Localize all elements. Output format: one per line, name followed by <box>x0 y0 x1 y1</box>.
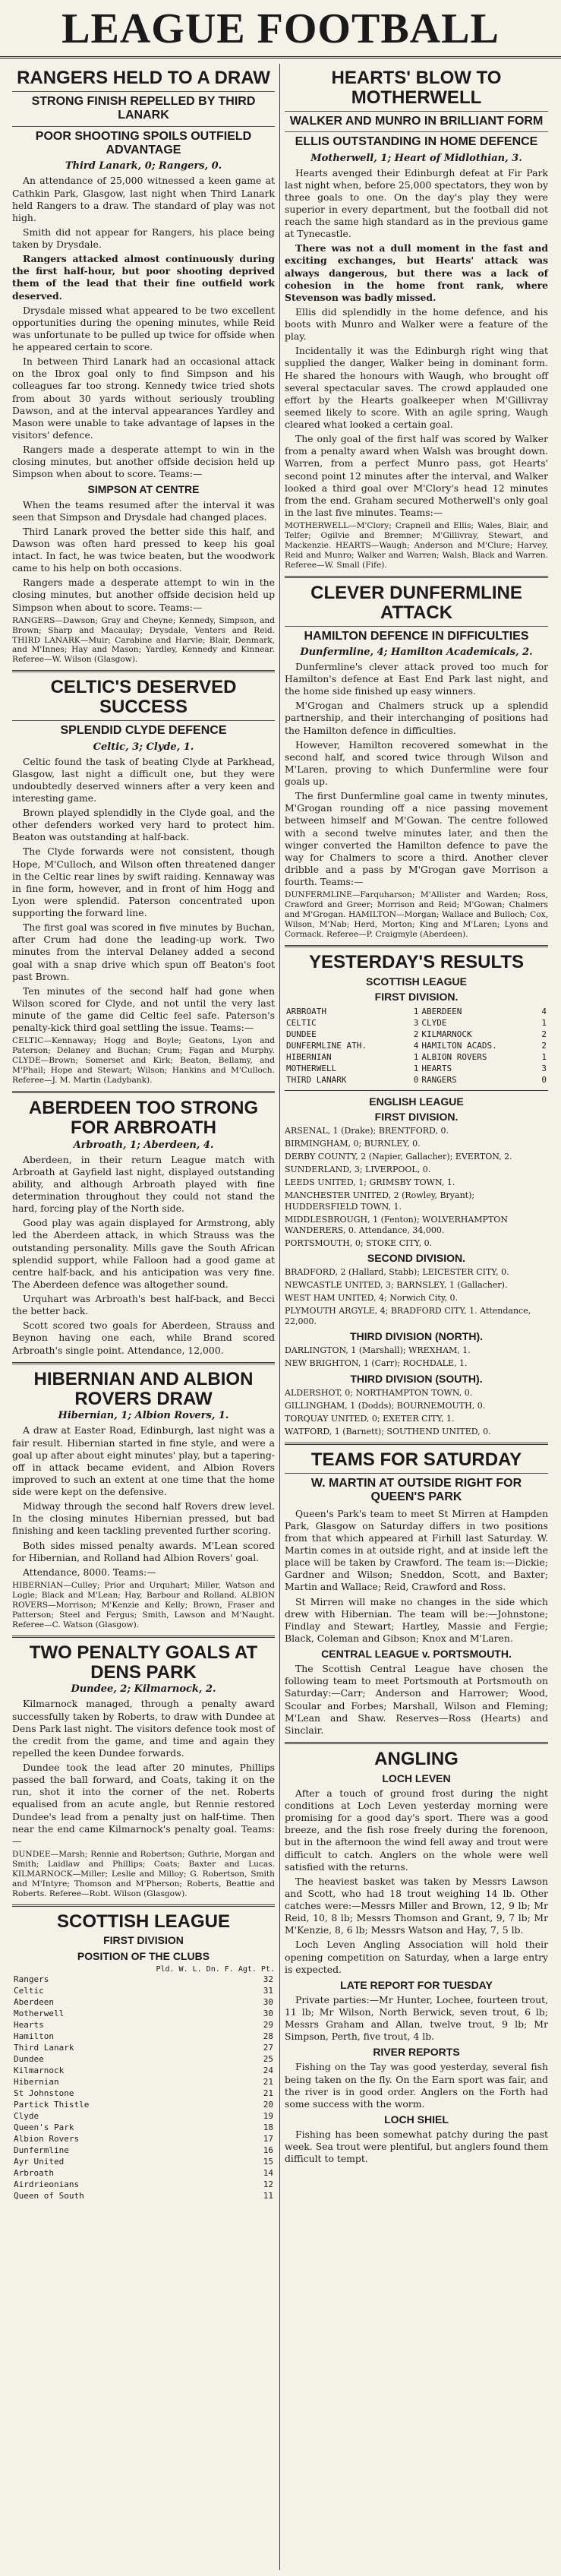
home-team: DUNFERMLINE ATH. <box>286 1040 367 1051</box>
article-paragraph: Loch Leven Angling Association will hold their opening competition on Saturday, when a large entry is expected. <box>285 1939 548 1975</box>
club-name: Hibernian <box>14 2076 59 2087</box>
article-paragraph: There was not a dull moment in the fast and exciting exchanges, but Hearts' attack was always dangerous, but there was a lack of cohesion in the home front rank, where Stevenson was badly missed. <box>285 242 548 303</box>
club-points: 11 <box>263 2190 273 2201</box>
club-name: Motherwell <box>14 2008 65 2018</box>
table-row <box>12 2145 275 2156</box>
club-points: 21 <box>263 2088 273 2098</box>
angling-sub2: LATE REPORT FOR TUESDAY <box>340 1978 493 1991</box>
result-line: WEST HAM UNITED, 4; Norwich City, 0. <box>285 1293 459 1304</box>
team-lineups: HIBERNIAN—Culley; Prior and Urquhart; Miller, Watson and Logie; Black and M'Lean; Hay, Barbour and Rolland. ALBION ROVERS—Morrison; M'Kenzie and Kelly; Brown, Fraser and Patterson; Steel and Fergus; Smith, Lawson and M'Naught. Referee—C. Watson (Glasgow). <box>12 1580 275 1629</box>
hibs-result: Hibernian, 1; Albion Rovers, 1. <box>58 1410 229 1422</box>
club-points: 17 <box>263 2133 273 2144</box>
table-row <box>12 2065 275 2076</box>
hearts-result: Motherwell, 1; Heart of Midlothian, 3. <box>310 152 522 164</box>
club-name: Dunfermline <box>14 2145 69 2155</box>
club-points: 21 <box>263 2076 273 2087</box>
away-team: HAMILTON ACADS. <box>421 1040 497 1051</box>
article-paragraph: Brown played splendidly in the Clyde goal, and the other defenders worked very hard to protect him. Beaton was outstanding at half-back. <box>12 807 275 843</box>
english-results-div1 <box>285 1126 548 1249</box>
divider <box>12 1091 275 1093</box>
club-name: Aberdeen <box>14 1996 54 2007</box>
home-score: 1 <box>413 1063 419 1073</box>
club-points: 29 <box>263 2019 273 2030</box>
table-row <box>12 2122 275 2133</box>
away-team: ABERDEEN <box>421 1006 462 1016</box>
hearts-headline: HEARTS' BLOW TO MOTHERWELL <box>331 68 502 108</box>
angling-sub3: RIVER REPORTS <box>373 2046 460 2059</box>
result-line: PLYMOUTH ARGYLE, 4; BRADFORD CITY, 1. Attendance, 22,000. <box>285 1306 531 1327</box>
dunfermline-deck: HAMILTON DEFENCE IN DIFFICULTIES <box>285 626 548 643</box>
table-row <box>12 2076 275 2088</box>
rangers-deck-1: STRONG FINISH REPELLED BY THIRD LANARK <box>12 91 275 123</box>
away-score: 2 <box>541 1029 547 1039</box>
result-line: NEW BRIGHTON, 1 (Carr); ROCHDALE, 1. <box>285 1358 468 1369</box>
divider <box>285 1090 548 1091</box>
article-paragraph: However, Hamilton recovered somewhat in the second half, and scored twice through Wilson and M'Laren, proving to which Dunfermline were four goals up. <box>285 738 548 788</box>
club-name: Kilmarnock <box>14 2065 65 2075</box>
celtic-deck: SPLENDID CLYDE DEFENCE <box>12 720 275 738</box>
table-row <box>12 2179 275 2190</box>
table-row <box>12 2042 275 2053</box>
results-sl-title: SCOTTISH LEAGUE <box>365 975 467 988</box>
result-line: DARLINGTON, 1 (Marshall); WREXHAM, 1. <box>285 1345 471 1356</box>
home-team: ARBROATH <box>286 1006 326 1016</box>
club-name: Arbroath <box>14 2167 54 2178</box>
article-paragraph: Both sides missed penalty awards. M'Lean scored for Hibernian, and Rolland had Albion Rovers' goal. <box>12 1539 275 1563</box>
dundee-headline: TWO PENALTY GOALS AT DENS PARK <box>29 1642 258 1683</box>
club-name: Ayr United <box>14 2156 65 2167</box>
home-team: THIRD LANARK <box>286 1074 347 1085</box>
dundee-result: Dundee, 2; Kilmarnock, 2. <box>71 1683 216 1696</box>
table-row <box>12 2019 275 2031</box>
article-paragraph: The Clyde forwards were not consistent, though Hope, M'Culloch, and Wilson often threatened danger in the Celtic rear lines by swift raiding. Kennaway was in fine form, however, and in front of him Hogg and Lyon were splendid. Paterson concentrated upon supporting the forward line. <box>12 845 275 918</box>
club-name: Queen of South <box>14 2190 84 2201</box>
divider <box>285 1443 548 1445</box>
article-paragraph: Fishing on the Tay was good yesterday, several fish being taken on the fly. On the Earn sport was fair, and the river is in good order. Anglers on the Forth had some success with the worm. <box>285 2061 548 2110</box>
home-score: 1 <box>413 1006 419 1016</box>
rangers-subhead: SIMPSON AT CENTRE <box>87 483 200 496</box>
table-row <box>285 1051 548 1063</box>
club-points: 28 <box>263 2031 273 2041</box>
club-points: 31 <box>263 1985 273 1996</box>
article-paragraph: M'Grogan and Chalmers struck up a splendid partnership, and their interchanging of positions had the Hamilton defence in difficulties. <box>285 700 548 736</box>
article-paragraph: Scott scored two goals for Aberdeen, Strauss and Beynon having one each, while Brand scored Arbroath's single point. Attendance, 12,000. <box>12 1320 275 1356</box>
club-points: 24 <box>263 2065 273 2075</box>
home-score: 0 <box>413 1074 419 1085</box>
article-paragraph: Hearts avenged their Edinburgh defeat at Fir Park last night when, before 25,000 spectators, they won by three goals to one. On the day's play they were superior in every department, but the football did not reach the same high standard as in the previous game at Tynecastle. <box>285 166 548 240</box>
club-points: 14 <box>263 2167 273 2178</box>
table-row <box>285 1063 548 1074</box>
result-line: SUNDERLAND, 3; LIVERPOOL, 0. <box>285 1165 431 1175</box>
club-name: Partick Thistle <box>14 2099 90 2110</box>
article-paragraph: Dunfermline's clever attack proved too much for Hamilton's defence at East End Park last night, and the home side finished up easy winners. <box>285 660 548 697</box>
aberdeen-headline: ABERDEEN TOO STRONG FOR ARBROATH <box>28 1097 259 1138</box>
table-row <box>12 2110 275 2122</box>
article-paragraph: Private parties:—Mr Hunter, Lochee, fourteen trout, 11 lb; Mr Wilson, North Berwick, seven trout, 6 lb; Messrs Graham and Allan, twelve trout, 9 lb; Mr Simpson, Perth, five trout, 4 lb. <box>285 1993 548 2043</box>
table-row <box>12 1985 275 1996</box>
club-name: Airdrieonians <box>14 2179 80 2189</box>
article-paragraph: Aberdeen, in their return League match with Arbroath at Gayfield last night, displayed outstanding ability, and although Arbroath played with fine determination throughout they could not stand the hard, forcing play of the North side. <box>12 1153 275 1215</box>
article-paragraph: In between Third Lanark had an occasional attack on the Ibrox goal only to find Simpson and his colleagues far too strong. Kennedy twice tried shots from about 30 yards without seriously troubling Dawson, and at the interval appearances Yardley and Mason were unable to take advantage of lapses in the visitors' defence. <box>12 356 275 441</box>
article-paragraph: The first goal was scored in five minutes by Buchan, after Crum had done the leading-up work. Two minutes from the interval Delaney added a second goal with a snap drive which spun off Beaton's foot past Brown. <box>12 921 275 982</box>
away-team: HEARTS <box>421 1063 452 1073</box>
divider <box>285 576 548 578</box>
hearts-deck-2: ELLIS OUTSTANDING IN HOME DEFENCE <box>285 131 548 149</box>
league-table <box>12 1974 275 2201</box>
away-score: 4 <box>541 1006 547 1016</box>
club-points: 32 <box>263 1974 273 1984</box>
club-name: Hamilton <box>14 2031 54 2041</box>
divider <box>12 1362 275 1364</box>
article-paragraph: Smith did not appear for Rangers, his place being taken by Drysdale. <box>12 226 275 251</box>
results-el-div2: SECOND DIVISION. <box>367 1251 466 1264</box>
home-team: MOTHERWELL <box>286 1063 337 1073</box>
article-paragraph: Queen's Park's team to meet St Mirren at Hampden Park, Glasgow on Saturday differs in two positions from that which appeared at Firhill last Saturday. W. Martin comes in at outside right, and at inside left the place will be taken by Crawford. The team is:—Dickie; Gardner and Wilson; Sneddon, Scott, and Baxter; Martin and Wallace; Reid, Crawford and Ross. <box>285 1507 548 1593</box>
table-row <box>12 2053 275 2065</box>
article-paragraph: Fishing has been somewhat patchy during the past week. Sea trout were plentiful, but anglers found them difficult to tempt. <box>285 2129 548 2165</box>
article-paragraph: Rangers attacked almost continuously during the first half-hour, but poor shooting deprived them of the lead that their fine outfield work deserved. <box>12 253 275 302</box>
result-line: MIDDLESBROUGH, 1 (Fenton); WOLVERHAMPTON WANDERERS, 0. Attendance, 34,000. <box>285 1214 508 1235</box>
table-row <box>12 2031 275 2042</box>
masthead: LEAGUE FOOTBALL <box>0 0 561 58</box>
divider <box>285 1742 548 1744</box>
aberdeen-result: Arbroath, 1; Aberdeen, 4. <box>73 1139 214 1151</box>
divider <box>12 1636 275 1638</box>
hibs-headline: HIBERNIAN AND ALBION ROVERS DRAW <box>33 1368 254 1409</box>
article-paragraph: Ten minutes of the second half had gone when Wilson scored for Clyde, and not until the very last minute of the game did Celtic feel safe. Paterson's penalty-kick third goal settling the issue. Teams:— <box>12 985 275 1034</box>
table-row <box>285 1074 548 1086</box>
table-row <box>285 1006 548 1017</box>
away-team: RANGERS <box>421 1074 457 1085</box>
home-score: 4 <box>413 1040 419 1051</box>
team-lineups: DUNDEE—Marsh; Rennie and Robertson; Guthrie, Morgan and Smith; Laidlaw and Phillips; Coats; Baxter and Lucas. KILMARNOCK—Miller; Leslie and Milloy; G. Robertson, Smith and M'Intyre; Thomson and M'Pherson; Roberts, Beattie and Roberts. Referee—Robt. Wilson (Glasgow). <box>12 1849 275 1898</box>
rangers-result: Third Lanark, 0; Rangers, 0. <box>65 160 222 172</box>
table-row <box>12 2133 275 2145</box>
club-points: 30 <box>263 2008 273 2018</box>
dunfermline-headline: CLEVER DUNFERMLINE ATTACK <box>310 582 522 623</box>
result-line: PORTSMOUTH, 0; STOKE CITY, 0. <box>285 1237 433 1248</box>
article-paragraph: Drysdale missed what appeared to be two excellent opportunities during the opening minutes, while Reid was unfortunate to be pulled up twice for offside when he appeared certain to score. <box>12 304 275 353</box>
result-line: BIRMINGHAM, 0; BURNLEY, 0. <box>285 1139 421 1149</box>
article-paragraph: St Mirren will make no changes in the side which drew with Hibernian. The team will be:—Johnstone; Findlay and Stewart; Hartley, Massie and Fergie; Black, Coleman and Gibson; Knox and M'Laren. <box>285 1595 548 1644</box>
club-points: 12 <box>263 2179 273 2189</box>
article-paragraph: The Scottish Central League have chosen the following team to meet Portsmouth at Portsmouth on Saturday:—Carr; Anderson and Harrower; Wood, Scoular and Forbes; Marshall, Wilson and Fleming; M'Lean and Shaw. Reserves—Ross (Hearts) and Sinclair. <box>285 1663 548 1736</box>
results-sl-division: FIRST DIVISION. <box>374 990 459 1003</box>
article-paragraph: Celtic found the task of beating Clyde at Parkhead, Glasgow, last night a difficult one, but they were undoubtedly deserved winners after a very keen and interesting game. <box>12 755 275 804</box>
article-paragraph: Kilmarnock managed, through a penalty award successfully taken by Roberts, to draw with Dundee at Dens Park last night. The visitors defence took most of the credit from the game, and time and again they repelled the keen Dundee forwards. <box>12 1698 275 1759</box>
league-table-division: FIRST DIVISION <box>103 1934 184 1947</box>
angling-sub4: LOCH SHIEL <box>384 2113 449 2126</box>
club-points: 19 <box>263 2110 273 2121</box>
club-points: 20 <box>263 2099 273 2110</box>
left-column <box>8 64 280 2570</box>
away-score: 1 <box>541 1017 547 1028</box>
english-results-div3 <box>285 1345 548 1369</box>
teams-headline: TEAMS FOR SATURDAY <box>310 1449 522 1470</box>
angling-sub: LOCH LEVEN <box>382 1772 451 1784</box>
divider <box>285 945 548 947</box>
columns <box>8 64 553 2570</box>
team-lineups: RANGERS—Dawson; Gray and Cheyne; Kennedy, Simpson, and Brown; Sharp and Macaulay; Drysdale, Venters and Reid. THIRD LANARK—Muir; Carabine and Harvie; Blair, Denmark, and M'Innes; Hay and Mason; Yardley, Kennedy and Kinnear. Referee—W. Wilson (Glasgow). <box>12 615 275 665</box>
article-paragraph: The only goal of the first half was scored by Walker from a penalty award when Walsh was brought down. Warren, from a perfect Munro pass, got Hearts' second point 12 minutes after the interval, and Walker looked a third goal over M'Clory's head 12 minutes from the end. Graham secured Motherwell's only goal in the last five minutes. Teams:— <box>285 433 548 518</box>
team-lineups: MOTHERWELL—M'Clory; Crapnell and Ellis; Wales, Blair, and Telfer; Ogilvie and Bremner; M'Gillivray, Stewart, and Mackenzie. HEARTS—Waugh; Anderson and M'Clure; Harvey, Reid and Munro; Walker and Warren; Walsh, Black and Warren. Referee—W. Small (Fife). <box>285 521 548 570</box>
table-row <box>12 1974 275 1985</box>
club-name: Celtic <box>14 1985 44 1996</box>
rangers-headline: RANGERS HELD TO A DRAW <box>17 68 270 88</box>
english-results-div2 <box>285 1267 548 1327</box>
club-name: St Johnstone <box>14 2088 74 2098</box>
club-name: Clyde <box>14 2110 39 2121</box>
result-line: ALDERSHOT, 0; NORTHAMPTON TOWN, 0. <box>285 1387 473 1398</box>
article-paragraph: An attendance of 25,000 witnessed a keen game at Cathkin Park, Glasgow, last night when Third Lanark held Rangers to a draw. The standard of play was not high. <box>12 175 275 223</box>
celtic-result: Celtic, 3; Clyde, 1. <box>93 741 194 753</box>
article-paragraph: Rangers made a desperate attempt to win in the closing minutes, but another offside decision held up Simpson when about to score. Teams:— <box>12 577 275 613</box>
result-line: GILLINGHAM, 1 (Dodds); BOURNEMOUTH, 0. <box>285 1400 486 1411</box>
article-paragraph: Ellis did splendidly in the home defence, and his boots with Munro and Walker were a feature of the play. <box>285 305 548 343</box>
home-score: 3 <box>413 1017 419 1028</box>
article-paragraph: Urquhart was Arbroath's best half-back, and Becci the better back. <box>12 1293 275 1317</box>
club-points: 16 <box>263 2145 273 2155</box>
away-team: ALBION ROVERS <box>421 1051 487 1062</box>
club-points: 18 <box>263 2122 273 2132</box>
away-team: KILMARNOCK <box>421 1029 472 1039</box>
club-name: Third Lanark <box>14 2042 74 2053</box>
home-team: DUNDEE <box>286 1029 317 1039</box>
article-paragraph: Rangers made a desperate attempt to win in the closing minutes, but another offside decision held up Simpson when about to score. Teams:— <box>12 444 275 480</box>
club-name: Queen's Park <box>14 2122 74 2132</box>
table-row <box>285 1040 548 1051</box>
table-row <box>285 1029 548 1040</box>
table-row <box>12 2088 275 2099</box>
results-el-div1: FIRST DIVISION. <box>374 1110 459 1123</box>
article-paragraph: Attendance, 8000. Teams:— <box>23 1566 156 1578</box>
article-paragraph: A draw at Easter Road, Edinburgh, last night was a fair result. Hibernian started in fine style, and were a goal up after about eight minutes' play, but a tapering-off in attack became evident, and Albion Rovers improved to such an extent at one time that the home side were kept on the defensive. <box>12 1424 275 1498</box>
table-row <box>12 2099 275 2110</box>
hearts-deck-1: WALKER AND MUNRO IN BRILLIANT FORM <box>285 111 548 128</box>
result-line: NEWCASTLE UNITED, 3; BARNSLEY, 1 (Gallacher). <box>285 1280 508 1290</box>
english-results-div4 <box>285 1388 548 1437</box>
article-paragraph: When the teams resumed after the interval it was seen that Simpson and Drysdale had changed places. <box>12 498 275 523</box>
home-score: 2 <box>413 1029 419 1039</box>
results-el-title: ENGLISH LEAGUE <box>369 1095 464 1108</box>
club-points: 15 <box>263 2156 273 2167</box>
away-team: CLYDE <box>421 1017 447 1028</box>
club-points: 25 <box>263 2053 273 2064</box>
result-line: TORQUAY UNITED, 0; EXETER CITY, 1. <box>285 1413 455 1424</box>
table-row <box>12 2167 275 2179</box>
table-row <box>12 2190 275 2201</box>
team-lineups: DUNFERMLINE—Farquharson; M'Allister and Warden; Ross, Crawford and Greer; Morrison and Reid; M'Gowan; Chalmers and M'Grogan. HAMILTON—Morgan; Wallace and Bulloch; Cox, Wilson, M'Nab; Herd, Morton; King and M'Laren; Lyons and Cormack. Referee—P. Craigmyle (Aberdeen). <box>285 890 548 939</box>
home-team: HIBERNIAN <box>286 1051 332 1062</box>
league-table-subtitle: POSITION OF THE CLUBS <box>77 1949 210 1962</box>
club-points: 30 <box>263 1996 273 2007</box>
results-el-div3: THIRD DIVISION (NORTH). <box>350 1330 483 1343</box>
dunfermline-result: Dunfermline, 4; Hamilton Academicals, 2. <box>300 646 533 658</box>
away-score: 1 <box>541 1051 547 1062</box>
results-el-div4: THIRD DIVISION (SOUTH). <box>350 1372 483 1385</box>
teams-deck: W. MARTIN AT OUTSIDE RIGHT FOR QUEEN'S PARK <box>285 1473 548 1505</box>
table-row <box>12 2008 275 2019</box>
article-paragraph: Incidentally it was the Edinburgh right wing that supplied the danger, Walker being in dominant form. He shared the honours with Waugh, who brought off several spectacular saves. The crowd applauded one effort by the Hearts goalkeeper when M'Gillivray seemed likely to score. With an agile spring, Waugh cleared what looked a certain goal. <box>285 345 548 431</box>
away-score: 2 <box>541 1040 547 1051</box>
article-paragraph: Good play was again displayed for Armstrong, ably led the Aberdeen attack, in which Strauss was the outstanding personality. Mills gave the South African splendid support, while Falloon had a good game at centre half-back, and his anticipation was very fine. The Aberdeen defence was altogether sound. <box>12 1217 275 1290</box>
article-paragraph: Midway through the second half Rovers drew level. In the closing minutes Hibernian pressed, but bad finishing and keen tackling prevented further scoring. <box>12 1500 275 1537</box>
league-table-columns: Pld. W. L. Dn. F. Agt. Pt. <box>156 1964 275 1974</box>
home-team: CELTIC <box>286 1017 317 1028</box>
club-name: Rangers <box>14 1974 49 1984</box>
result-line: BRADFORD, 2 (Hallard, Stabb); LEICESTER CITY, 0. <box>285 1266 509 1277</box>
result-line: LEEDS UNITED, 1; GRIMSBY TOWN, 1. <box>285 1177 455 1188</box>
club-name: Dundee <box>14 2053 44 2064</box>
article-paragraph: Third Lanark proved the better side this half, and Dawson was often hard pressed to keep his goal intact. In fact, he was twice beaten, but the woodwork came to his help on both occasions. <box>12 525 275 574</box>
table-row <box>12 2156 275 2167</box>
league-table-title: SCOTTISH LEAGUE <box>56 1911 230 1932</box>
angling-headline: ANGLING <box>374 1748 459 1769</box>
article-paragraph: Dundee took the lead after 20 minutes, Phillips passed the ball forward, and Coats, taking it on the run, shot it into the corner of the net. Roberts equalised from an acute angle, but Rennie restored Dundee's lead from a penalty just on half-time. Then near the end came Kilmarnock's penalty goal. Teams:— <box>12 1762 275 1847</box>
celtic-headline: CELTIC'S DESERVED SUCCESS <box>50 677 237 718</box>
table-row <box>285 1017 548 1029</box>
away-score: 3 <box>541 1063 547 1073</box>
club-name: Albion Rovers <box>14 2133 80 2144</box>
club-points: 27 <box>263 2042 273 2053</box>
away-score: 0 <box>541 1074 547 1085</box>
result-line: DERBY COUNTY, 2 (Napier, Gallacher); EVERTON, 2. <box>285 1152 512 1162</box>
rangers-deck-2: POOR SHOOTING SPOILS OUTFIELD ADVANTAGE <box>12 126 275 158</box>
teams-central-head: CENTRAL LEAGUE v. PORTSMOUTH. <box>321 1648 512 1661</box>
results-table <box>285 1006 548 1086</box>
team-lineups: CELTIC—Kennaway; Hogg and Boyle; Geatons, Lyon and Paterson; Delaney and Buchan; Crum; Fagan and Murphy. CLYDE—Brown; Somerset and Kirk; Beaton, Bellamy, and M'Phail; Hope and Stewart; Wilson; Hankins and M'Culloch. Referee—J. M. Martin (Ladybank). <box>12 1036 275 1085</box>
result-line: MANCHESTER UNITED, 2 (Rowley, Bryant); HUDDERSFIELD TOWN, 1. <box>285 1190 475 1212</box>
result-line: WATFORD, 1 (Barnett); SOUTHEND UNITED, 0. <box>285 1426 491 1437</box>
result-line: ARSENAL, 1 (Drake); BRENTFORD, 0. <box>285 1126 449 1136</box>
article-paragraph: The heaviest basket was taken by Messrs Lawson and Scott, who had 18 trout weighing 14 lb. Other catches were:—Messrs Miller and Brown, 12, 9 lb; Mr Reid, 10, 8 lb; Messrs Thomson and Grant, 9, 7 lb; Mr M'Kenzie, 8, 6 lb; Messrs Watson and Hay, 7, 5 lb. <box>285 1875 548 1936</box>
article-paragraph: After a touch of ground frost during the night conditions at Loch Leven yesterday morning were promising for a good day's sport. There was a good breeze, and the fish rose freely during the forenoon, but in the afternoon the wind fell away and trout were difficult to catch. Anglers on the whole were well satisfied with the returns. <box>285 1787 548 1873</box>
divider <box>12 1904 275 1907</box>
article-paragraph: The first Dunfermline goal came in twenty minutes, M'Grogan rounding off a nice passing movement between himself and M'Gowan. The centre followed with a second twelve minutes later, and then the winger converted the Hamilton defence to pave the way for Chalmers to score a third. Another clever dribble and a pass by M'Grogan gave Morrison a fourth. Teams:— <box>285 790 548 888</box>
club-name: Hearts <box>14 2019 44 2030</box>
home-score: 1 <box>413 1051 419 1062</box>
right-column <box>280 64 553 2570</box>
table-row <box>12 1996 275 2008</box>
results-headline: YESTERDAY'S RESULTS <box>308 951 525 972</box>
divider <box>12 670 275 672</box>
